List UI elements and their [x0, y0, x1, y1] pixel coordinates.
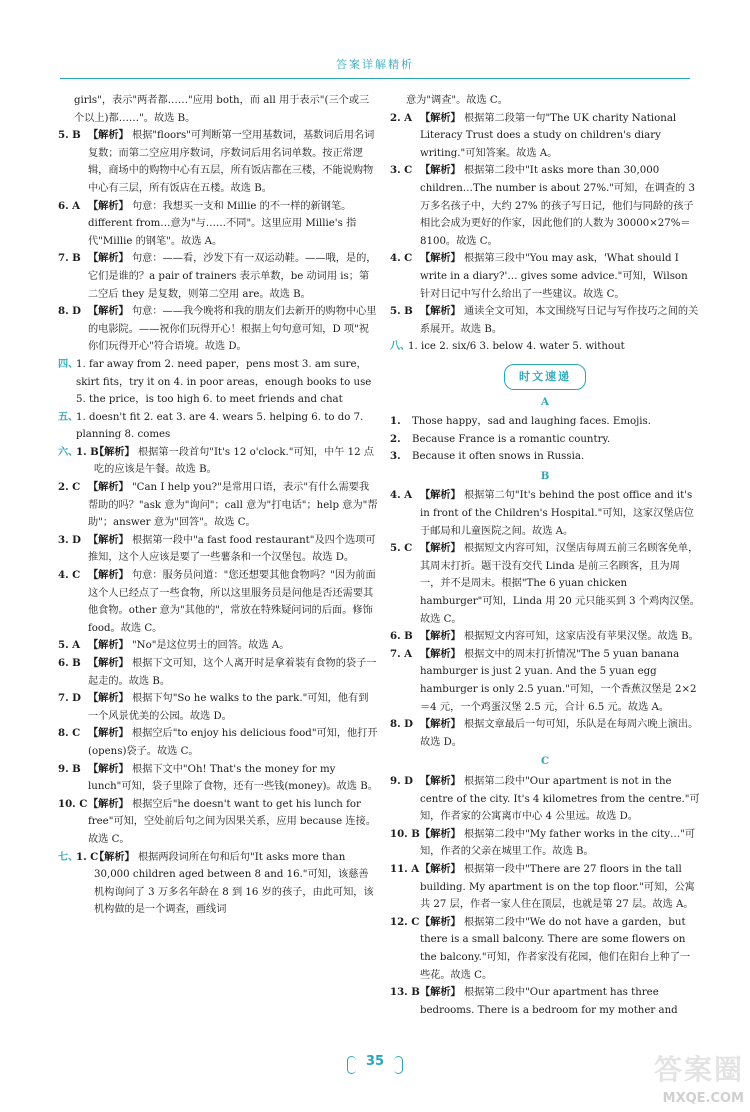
- analysis-tag: 【解析】: [88, 692, 129, 705]
- answer-item: [58, 250, 378, 303]
- answer-item: [390, 162, 700, 250]
- analysis-tag: 【解析】: [420, 915, 461, 928]
- answer-item: [390, 540, 700, 628]
- answer-text: 句意：——我今晚将和我的朋友们去新开的购物中心里的电影院。——祝你们玩得开心！根据上句句意可知，D 项"祝你们玩得开心"符合语境。故选 D。: [88, 306, 377, 353]
- analysis-tag: 【解析】: [88, 533, 129, 546]
- watermark-text: 答案圈: [653, 1053, 744, 1086]
- section-number: 六、: [58, 445, 79, 458]
- answer-text: 根据两段词所在句和后句"It asks more than 30,000 children aged between 8 and 16."可知，该慈善机构询问了 3 万多名年龄在 8 到 16 岁的孩子，由此可知，该机构做的是一个调查，画线词: [94, 851, 374, 916]
- answer-item: [58, 198, 378, 251]
- section-item: [58, 849, 378, 919]
- answer-item: [390, 413, 700, 431]
- answer-item: [58, 532, 378, 567]
- answer-item: [390, 628, 700, 646]
- answer-text: 根据文中的周末打折情况"The 5 yuan banana hamburger is just 2 yuan. And the 5 yuan egg hamburger is only 2.5 yuan."可知，一个香蕉汉堡是 2×2＝4 元，一个鸡蛋汉堡 2.5 元，合计 6.5 元。故选 A。: [420, 648, 697, 713]
- answer-text: 根据短文内容可知，汉堡店每周五前三名顾客免单，其周末打折。题干没有交代 Linda 是前三名顾客，且为周一，并不是周末。根据"The 6 yuan chicken hamburger"可知，Linda 用 20 元只能买到 3 个鸡肉汉堡。故选 C。: [420, 543, 700, 625]
- section-item: [58, 409, 378, 444]
- question-number: 1. C: [76, 850, 99, 863]
- analysis-tag: 【解析】: [88, 762, 129, 775]
- analysis-tag: 【解析】: [420, 718, 461, 731]
- analysis-tag: 【解析】: [88, 727, 129, 740]
- analysis-tag: 【解析】: [420, 774, 461, 787]
- question-number: 11. A: [390, 862, 420, 875]
- question-number: 13. B: [390, 986, 420, 999]
- answer-text: 句意：——看，沙发下有一双运动鞋。——哦，是的，它们是谁的？a pair of trainers 表示单数，be 动词用 is；第二空后 they 是复数，则第二空用 are。故选 B。: [88, 253, 377, 300]
- answer-item: [390, 716, 700, 751]
- page-number-text: 35: [365, 1054, 385, 1069]
- question-number: 10. C: [58, 797, 88, 810]
- continued-text: girls"，表示"两者都……"应用 both，而 all 用于表示"(三个或三个以上)都……"。故选 B。: [74, 95, 370, 124]
- analysis-tag: 【解析】: [420, 489, 461, 502]
- left-column: [58, 92, 378, 919]
- answer-text: "Can I help you?"是常用口语，表示"有什么需要我帮助的吗？"ask 意为"询问"；call 意为"打电话"；help 意为"帮助"；answer 意为"回答"。故选 C。: [88, 482, 378, 529]
- answer-text: 根据短文内容可知，这家店没有苹果汉堡。故选 B。: [464, 631, 699, 643]
- question-number: 5. C: [390, 542, 413, 555]
- answer-item: [390, 303, 700, 338]
- answer-text: 句意：我想买一支和 Millie 的不一样的新钢笔。different from…意为"与……不同"。这里应用 Millie's 指代"Millie 的钢笔"。故选 A。: [88, 200, 357, 247]
- answer-item: [390, 826, 700, 861]
- answer-text: 根据第二段中"We do not have a garden，but there is a small balcony. There are some flowers on the balcony."可知，作者家没有花园，他们在阳台上种了一些花。故选 C。: [420, 916, 691, 981]
- question-number: 9. B: [58, 762, 81, 775]
- passage-letter: C: [540, 755, 550, 768]
- section-heading: [390, 364, 700, 390]
- question-number: 2. A: [390, 111, 413, 124]
- question-number: 12. C: [390, 915, 420, 928]
- question-number: 8. C: [58, 727, 81, 740]
- answer-text: 根据第二句"It's behind the post office and it's in front of the Children's Hospital."可知，这家汉堡店位于邮局和儿童医院之间。故选 A。: [420, 490, 694, 537]
- question-number: 6. A: [58, 199, 81, 212]
- answer-item: [58, 725, 378, 760]
- page-header: [0, 0, 750, 84]
- analysis-tag: 【解析】: [420, 542, 461, 555]
- question-number: 6. B: [390, 630, 413, 643]
- answer-item: [390, 431, 700, 449]
- answer-item: [58, 796, 378, 849]
- analysis-tag: 【解析】: [420, 630, 461, 643]
- analysis-tag: 【解析】: [420, 164, 461, 177]
- answer-item: [390, 984, 700, 1019]
- passage-letter: B: [540, 469, 550, 482]
- question-number: 2.: [390, 432, 401, 445]
- answer-item: [58, 479, 378, 532]
- page-number-bracket-right: [394, 1056, 403, 1074]
- answer-text: 根据第一段首句"It's 12 o'clock."可知，中午 12 点吃的应该是午餐。故选 B。: [94, 446, 374, 476]
- question-number: 3.: [390, 450, 401, 463]
- question-number: 8. D: [58, 305, 82, 318]
- question-number: 10. B: [390, 827, 420, 840]
- answer-item: [58, 761, 378, 796]
- answer-text: Because France is a romantic country.: [412, 433, 611, 445]
- answer-text: 根据第一段中"a fast food restaurant"及四个选项可推知，这个人应该是要了一些薯条和一个汉堡包。故选 D。: [88, 534, 376, 564]
- question-number: 3. D: [58, 533, 82, 546]
- analysis-tag: 【解析】: [88, 199, 129, 212]
- answer-text: Because it often snows in Russia.: [412, 451, 585, 463]
- answer-item: [58, 567, 378, 637]
- question-number: 1. B: [76, 445, 99, 458]
- right-column: [390, 92, 700, 1019]
- section-number: 七、: [58, 850, 79, 863]
- question-number: 4. A: [390, 489, 413, 502]
- answer-text: 根据下文中"Oh! That's the money for my lunch"可知，袋子里除了食物，还有一些钱(money)。故选 B。: [88, 763, 378, 793]
- answer-text: 根据空后"he doesn't want to get his lunch for free"可知，空处前后句之间为因果关系，应用 because 连接。故选 C。: [88, 798, 376, 845]
- answer-text: 根据第二段中"Our apartment is not in the centre of the city. It's 4 kilometres from the centre."可知，作者家的公寓离市中心 4 公里远。故选 D。: [420, 775, 700, 823]
- continued-text: 意为"调查"。故选 C。: [406, 95, 508, 106]
- answer-text: Those happy，sad and laughing faces. Emojis.: [412, 416, 652, 428]
- section-item: [390, 338, 700, 356]
- question-number: 6. B: [58, 657, 81, 669]
- analysis-tag: 【解析】: [94, 445, 135, 458]
- section-number: 八、: [390, 340, 411, 353]
- analysis-tag: 【解析】: [420, 827, 461, 840]
- answer-text: 通读全文可知，本文围绕写日记与写作技巧之间的关系展开。故选 B。: [420, 306, 699, 335]
- answer-text: 根据第二段中"My father works in the city…"可知，作者的父亲在城里工作。故选 B。: [420, 828, 696, 858]
- header-title: 答案详解精析: [336, 58, 414, 71]
- question-number: 4. C: [390, 252, 413, 265]
- answer-text: 1. doesn't fit 2. eat 3. are 4. wears 5. helping 6. to do 7. planning 8. comes: [76, 411, 364, 441]
- answer-item: [58, 637, 378, 655]
- answer-text: 根据下句"So he walks to the park."可知，他有到一个风景优美的公园。故选 D。: [88, 693, 369, 722]
- answer-text: 1. far away from 2. need paper，pens most 3. am sure，skirt fits，try it on 4. in poor areas，enough books to use 5. the price，is too high 6. to meet friends and chat: [76, 358, 372, 406]
- question-number: 5. B: [390, 305, 413, 318]
- answer-item: [58, 127, 378, 197]
- analysis-tag: 【解析】: [420, 862, 461, 875]
- answer-item: [390, 487, 700, 540]
- analysis-tag: 【解析】: [420, 111, 461, 124]
- section-heading-text: 时文速递: [504, 364, 586, 390]
- answer-text: 根据"floors"可判断第一空用基数词，基数词后用名词复数；而第二空应用序数词，序数词后用名词单数。按正常逻辑，商场中的购物中心有五层，所有饭店都在三楼，不能说购物中心有三层，所有饭店在五楼。故选 B。: [88, 130, 375, 194]
- answer-text: 句意：服务员问道："您还想要其他食物吗？"因为前面这个人已经点了一些食物，所以这里服务员是问他是否还需要其他食物。other 意为"其他的"，常放在特殊疑问词的后面。修饰 food。故选 C。: [88, 570, 376, 634]
- answer-item: [390, 646, 700, 716]
- answer-text: 根据第一段中"There are 27 floors in the tall building. My apartment is on the top floor."可知，公寓共 27 层，作者一家人住在顶层，也就是第 27 层。故选 A。: [420, 863, 695, 911]
- answer-text: 根据第三段中"You may ask，'What should I write in a diary?'… gives some advice."可知，Wilson 针对日记中写什么给出了一些建议。故选 C。: [420, 253, 688, 300]
- answer-text: "No"是这位男士的回答。故选 A。: [132, 640, 290, 652]
- answer-item: [58, 655, 378, 690]
- question-number: 3. C: [390, 164, 413, 177]
- question-number: 4. C: [58, 569, 81, 582]
- question-number: 7. A: [390, 647, 413, 660]
- question-number: 5. B: [58, 129, 81, 142]
- question-number: 7. D: [58, 692, 82, 705]
- header-rule: [60, 78, 690, 79]
- answer-item: [390, 110, 700, 163]
- answer-item: [390, 448, 700, 466]
- section-number: 四、: [58, 357, 79, 370]
- analysis-tag: 【解析】: [88, 797, 129, 810]
- passage-letter: A: [541, 395, 549, 408]
- page-number: [345, 1054, 405, 1076]
- analysis-tag: 【解析】: [420, 305, 461, 318]
- analysis-tag: 【解析】: [88, 252, 129, 265]
- answer-item: [390, 250, 700, 303]
- analysis-tag: 【解析】: [420, 252, 461, 265]
- answer-text: 根据文章最后一句可知，乐队是在每周六晚上演出。故选 D。: [420, 719, 699, 748]
- answer-text: 根据下文可知，这个人离开时是拿着装有食物的袋子一起走的。故选 B。: [88, 658, 377, 687]
- section-item: [58, 444, 378, 479]
- question-number: 8. D: [390, 718, 414, 731]
- question-number: 5. A: [58, 639, 81, 652]
- answer-text: 根据空后"to enjoy his delicious food"可知，他打开(opens)袋子。故选 C。: [88, 728, 378, 757]
- answer-text: 根据第二段中"Our apartment has three bedrooms. There is a bedroom for my mother and: [420, 987, 678, 1016]
- answer-item: [390, 914, 700, 984]
- analysis-tag: 【解析】: [94, 850, 135, 863]
- analysis-tag: 【解析】: [88, 569, 129, 582]
- question-number: 1.: [390, 415, 401, 428]
- question-number: 2. C: [58, 481, 81, 494]
- question-number: 7. B: [58, 252, 81, 265]
- answer-text: 根据第二段中"It asks more than 30,000 children…The number is about 27%."可知，在调查的 3 万多名孩子中，大约 27% 的孩子写日记，他们与同龄的孩子相比会成为更好的作家，因此他们的人数为 30000×27%＝8100。故选 C。: [420, 165, 695, 247]
- section-item: [58, 356, 378, 409]
- answer-text: 1. ice 2. six/6 3. below 4. water 5. without: [408, 341, 625, 353]
- watermark-url: MXQE.COM: [662, 1091, 744, 1106]
- answer-text: 根据第二段第一句"The UK charity National Literacy Trust does a study on children's diary writing."可知答案。故选 A。: [420, 112, 677, 159]
- analysis-tag: 【解析】: [88, 481, 129, 494]
- answer-item: [390, 861, 700, 914]
- answer-item: [58, 303, 378, 356]
- question-number: 9. D: [390, 774, 414, 787]
- analysis-tag: 【解析】: [88, 639, 129, 652]
- analysis-tag: 【解析】: [88, 305, 129, 318]
- analysis-tag: 【解析】: [88, 657, 129, 669]
- watermark-logo: [626, 1048, 744, 1106]
- answer-item: [390, 773, 700, 826]
- page-number-bracket-left: [347, 1056, 356, 1074]
- analysis-tag: 【解析】: [420, 647, 461, 660]
- answer-item: [58, 690, 378, 725]
- analysis-tag: 【解析】: [88, 129, 129, 142]
- section-number: 五、: [58, 410, 79, 423]
- analysis-tag: 【解析】: [420, 986, 461, 999]
